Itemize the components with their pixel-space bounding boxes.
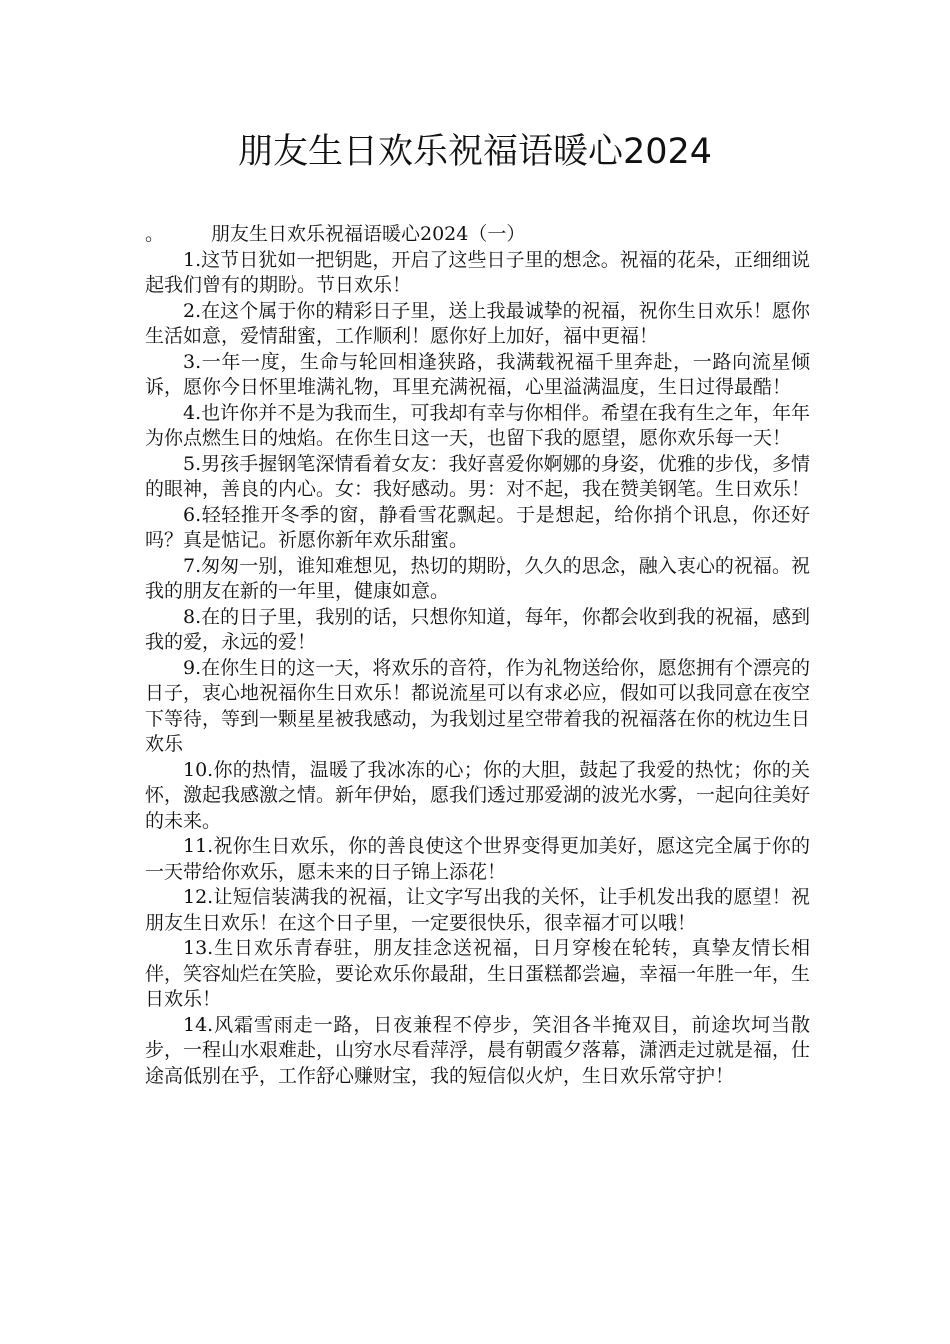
paragraph-12: 12.让短信装满我的祝福，让文字写出我的关怀，让手机发出我的愿望！祝朋友生日欢乐！在这个日子里，一定要很快乐，很幸福才可以哦！ [145,886,810,934]
paragraph-13: 13.生日欢乐青春驻，朋友挂念送祝福，日月穿梭在轮转，真挚友情长相伴，笑容灿烂在笑脸，要论欢乐你最甜，生日蛋糕都尝遍，幸福一年胜一年，生日欢乐！ [145,937,811,1010]
paragraph-4: 4.也许你并不是为我而生，可我却有幸与你相伴。希望在我有生之年，年年为你点燃生日的烛焰。在你生日这一天，也留下我的愿望，愿你欢乐每一天！ [145,401,810,449]
lead-mark: 。 [145,223,165,245]
paragraph-2: 2.在这个属于你的精彩日子里，送上我最诚挚的祝福，祝你生日欢乐！愿你生活如意，爱情甜蜜，工作顺利！愿你好上加好，福中更福！ [145,299,810,347]
paragraph-14: 14.风霜雪雨走一路，日夜兼程不停步，笑泪各半掩双目，前途坎坷当散步，一程山水艰难赴，山穷水尽看萍浮，晨有朝霞夕落幕，潇洒走过就是福，仕途高低别在乎，工作舒心赚财宝，我的短信似火炉，生日欢乐常守护！ [145,1013,811,1087]
paragraph-11: 11.祝你生日欢乐，你的善良使这个世界变得更加美好，愿这完全属于你的一天带给你欢乐，愿未来的日子锦上添花！ [145,835,810,883]
paragraph-8: 8.在的日子里，我别的话，只想你知道，每年，你都会收到我的祝福，感到我的爱，永远的爱！ [145,605,810,653]
paragraph-10: 10.你的热情，温暖了我冰冻的心；你的大胆，鼓起了我爱的热忱；你的关怀，激起我感激之情。新年伊始，愿我们透过那爱湖的波光水雾，一起向往美好的未来。 [145,758,811,832]
paragraph-7: 7.匆匆一别，谁知难想见，热切的期盼，久久的思念，融入衷心的祝福。祝我的朋友在新的一年里，健康如意。 [145,554,810,602]
section-subtitle: 朋友生日欢乐祝福语暖心2024（一） [211,223,526,245]
document-body [145,222,810,1089]
paragraph-5: 5.男孩手握钢笔深情看着女友：我好喜爱你婀娜的身姿，优雅的步伐，多情的眼神，善良的内心。女：我好感动。男：对不起，我在赞美钢笔。生日欢乐！ [145,452,811,500]
paragraph-3: 3.一年一度，生命与轮回相逢狭路，我满载祝福千里奔赴，一路向流星倾诉，愿你今日怀里堆满礼物，耳里充满祝福，心里溢满温度，生日过得最酷！ [145,350,810,398]
subtitle-line [145,222,810,248]
document-title: 朋友生日欢乐祝福语暖心2024 [237,132,713,172]
paragraph-6: 6.轻轻推开冬季的窗，静看雪花飘起。于是想起，给你捎个讯息，你还好吗？真是惦记。祈愿你新年欢乐甜蜜。 [145,503,810,551]
paragraph-9: 9.在你生日的这一天，将欢乐的音符，作为礼物送给你，愿您拥有个漂亮的日子，衷心地祝福你生日欢乐！都说流星可以有求必应，假如可以我同意在夜空下等待，等到一颗星星被我感动，为我划过星空带着我的祝福落在你的枕边生日欢乐 [145,656,811,755]
paragraph-1: 1.这节日犹如一把钥匙，开启了这些日子里的想念。祝福的花朵，正细细说起我们曾有的期盼。节日欢乐！ [145,248,810,296]
